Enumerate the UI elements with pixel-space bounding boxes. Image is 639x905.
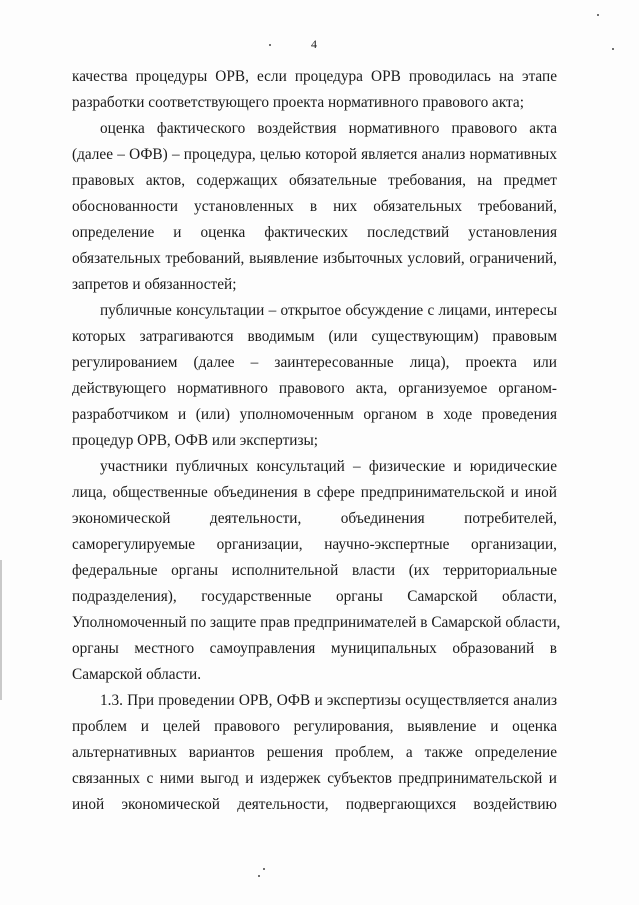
text-line: Уполномоченный по защите прав предпринимателей в Самарской области, — [72, 614, 561, 631]
text-line: связанных с ними выгод и издержек субъектов предпринимательской и — [72, 770, 557, 787]
text-line: правовых актов, содержащих обязательные требования, на предмет — [72, 172, 557, 189]
scan-speck — [263, 868, 265, 870]
text-line: разработчиком и (или) уполномоченным органом в ходе проведения — [72, 406, 557, 423]
scan-speck — [612, 48, 614, 50]
text-line: органы местного самоуправления муниципальных образований в — [72, 640, 557, 657]
text-line: иной экономической деятельности, подвергающихся воздействию — [72, 796, 557, 813]
text-line: саморегулируемые организации, научно-экспертные организации, — [72, 536, 557, 553]
text-line: обоснованности установленных в них обязательных требований, — [72, 198, 557, 215]
text-line: определение и оценка фактических последствий установления — [72, 224, 557, 241]
text-line: альтернативных вариантов решения проблем, а также определение — [72, 744, 557, 761]
text-line: качества процедуры ОРВ, если процедура ОРВ проводилась на этапе — [72, 68, 557, 85]
text-line: проблем и целей правового регулирования, выявление и оценка — [72, 718, 557, 735]
text-line: которых затрагиваются вводимым (или существующим) правовым — [72, 328, 557, 345]
text-line: разработки соответствующего проекта нормативного правового акта; — [72, 94, 524, 111]
text-line: действующего нормативного правового акта, организуемое органом- — [72, 380, 557, 397]
scan-speck — [258, 875, 260, 877]
scan-speck — [269, 44, 271, 46]
text-line: федеральные органы исполнительной власти (их территориальные — [72, 562, 557, 579]
text-line: публичные консультации – открытое обсуждение с лицами, интересы — [100, 302, 557, 319]
text-line: регулированием (далее – заинтересованные лица), проекта или — [72, 354, 557, 371]
scan-speck — [597, 14, 599, 16]
text-line: лица, общественные объединения в сфере предпринимательской и иной — [72, 484, 557, 501]
text-line: процедур ОРВ, ОФВ или экспертизы; — [72, 432, 319, 449]
text-line: подразделения), государственные органы Самарской области, — [72, 588, 557, 605]
text-line: экономической деятельности, объединения потребителей, — [72, 510, 557, 527]
scan-edge-shadow — [0, 560, 2, 700]
text-line: 1.3. При проведении ОРВ, ОФВ и экспертизы осуществляется анализ — [100, 692, 557, 709]
text-line: оценка фактического воздействия нормативного правового акта — [100, 120, 557, 137]
text-line: обязательных требований, выявление избыточных условий, ограничений, — [72, 250, 557, 267]
text-line: (далее – ОФВ) – процедура, целью которой является анализ нормативных — [72, 146, 557, 163]
text-line: участники публичных консультаций – физические и юридические — [100, 458, 557, 475]
page-number: 4 — [311, 37, 317, 51]
text-line: Самарской области. — [72, 666, 202, 683]
text-line: запретов и обязанностей; — [72, 276, 237, 293]
